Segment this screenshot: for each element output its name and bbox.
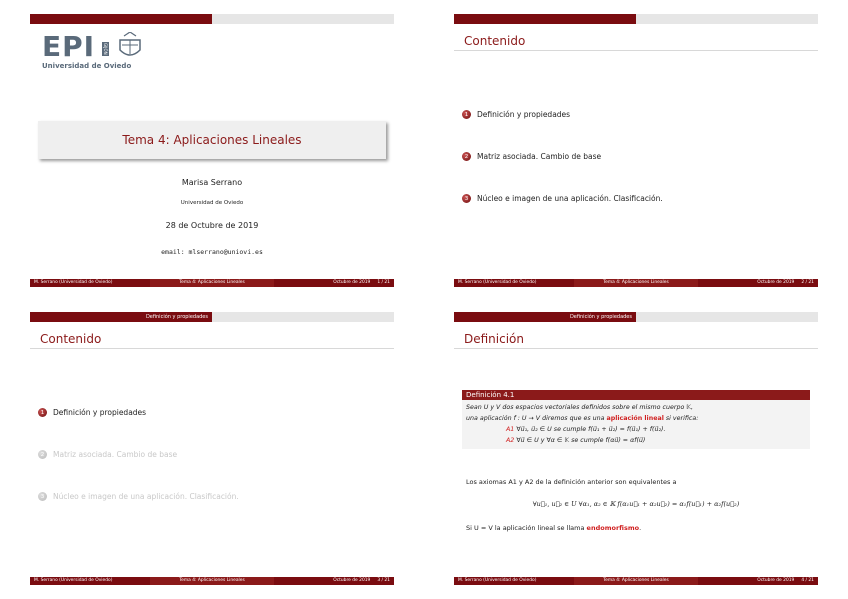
toc-item-1[interactable]: [38, 408, 146, 417]
toc-number-ball: 2: [462, 152, 471, 161]
definition-header: Definición 4.1: [462, 390, 810, 400]
footer-date: Octubre de 2019: [333, 578, 371, 583]
email: email: mlserrano@uniovi.es: [161, 248, 263, 256]
frame-title: Contenido: [464, 34, 526, 48]
axiom-a1: [466, 424, 806, 435]
footer-date-page: [698, 279, 818, 287]
footer-date: Octubre de 2019: [757, 280, 795, 285]
def-line-2a: una aplicación f : U → V diremos que es una: [466, 415, 607, 422]
page-number: 3 / 21: [377, 578, 390, 583]
slide-3: [30, 312, 394, 585]
toc-item-label: Definición y propiedades: [477, 110, 571, 119]
title-divider: [30, 348, 394, 349]
toc-number-ball: 2: [38, 450, 47, 459]
page-number: 1 / 21: [377, 280, 390, 285]
title-divider: [454, 348, 818, 349]
slide-1: [30, 14, 394, 287]
section-tab[interactable]: Definición y propiedades: [30, 312, 212, 322]
footer-topic: Tema 4: Aplicaciones Lineales: [150, 577, 274, 585]
top-bar: [454, 14, 818, 24]
toc-item-label: Núcleo e imagen de una aplicación. Clasificación.: [53, 492, 239, 501]
axiom-a2-label: A2: [506, 437, 515, 444]
toc-item-label: Matriz asociada. Cambio de base: [53, 450, 178, 459]
term-endomorfismo: endomorfismo: [586, 524, 640, 532]
footer-date-page: [698, 577, 818, 585]
axiom-a2-text: ∀u⃗ ∈ U y ∀α ∈ 𝕂 se cumple f(αu⃗) = αf(u⃗): [516, 437, 646, 444]
footer-topic: Tema 4: Aplicaciones Lineales: [150, 279, 274, 287]
def-line-2b: si verifica:: [663, 415, 699, 422]
footer: [454, 279, 818, 287]
linearity-formula: ∀u⃗₁, u⃗₂ ∈ U ∀α₁, α₂ ∈ 𝕂 f(α₁u⃗₁ + α₂u⃗₂) = α₁f(u⃗₁) + α₂f(u⃗₂): [532, 500, 740, 508]
logo-caption: Universidad de Oviedo: [42, 62, 132, 70]
footer-date-page: [274, 279, 394, 287]
footer-author: M. Serrano (Universidad de Oviedo): [454, 577, 574, 585]
para2-text: Si U = V la aplicación lineal se llama: [466, 524, 587, 532]
frame-title: Definición: [464, 332, 524, 346]
footer: [30, 279, 394, 287]
top-bar: [454, 312, 818, 322]
logo-gijon: GIJÓN: [103, 43, 108, 55]
toc-item-label: Matriz asociada. Cambio de base: [477, 152, 602, 161]
paragraph-endomorfismo: [466, 524, 641, 532]
definition-body: [462, 400, 810, 449]
para2-end: .: [639, 524, 642, 532]
author-name: Marisa Serrano: [181, 178, 243, 187]
toc-number-ball: 1: [462, 110, 471, 119]
axiom-a2: [466, 435, 806, 446]
axiom-a1-label: A1: [506, 426, 515, 433]
slide-4: [454, 312, 818, 585]
term-aplicacion-lineal: aplicación lineal: [606, 415, 664, 422]
presentation-date: 28 de Octubre de 2019: [165, 221, 259, 230]
presentation-title: Tema 4: Aplicaciones Lineales: [38, 121, 386, 159]
footer: [454, 577, 818, 585]
section-tab[interactable]: Definición y propiedades: [454, 312, 636, 322]
axiom-a1-text: ∀u⃗₁, u⃗₂ ∈ U se cumple f(u⃗₁ + u⃗₂) = f(u⃗₁) + f(u⃗₂).: [516, 426, 666, 433]
toc-item-label: Núcleo e imagen de una aplicación. Clasificación.: [477, 194, 663, 203]
top-bar: [30, 312, 394, 322]
definition-block: [462, 390, 810, 449]
toc-item-2[interactable]: [462, 152, 601, 161]
footer-topic: Tema 4: Aplicaciones Lineales: [574, 279, 698, 287]
toc-item-label: Definición y propiedades: [53, 408, 147, 417]
footer-date: Octubre de 2019: [757, 578, 795, 583]
def-line-1: Sean U y V dos espacios vectoriales definidos sobre el mismo cuerpo 𝕂,: [466, 404, 694, 411]
paragraph-equivalence: Los axiomas A1 y A2 de la definición anterior son equivalentes a: [466, 478, 677, 486]
toc-item-3[interactable]: [38, 492, 239, 501]
page-number: 2 / 21: [801, 280, 814, 285]
footer-author: M. Serrano (Universidad de Oviedo): [454, 279, 574, 287]
institute: Universidad de Oviedo: [180, 200, 244, 206]
toc-number-ball: 3: [462, 194, 471, 203]
toc-item-1[interactable]: [462, 110, 570, 119]
toc-number-ball: 3: [38, 492, 47, 501]
footer-date-page: [274, 577, 394, 585]
frame-title: Contenido: [40, 332, 102, 346]
toc-number-ball: 1: [38, 408, 47, 417]
page-number: 4 / 21: [801, 578, 814, 583]
top-bar: [30, 14, 394, 24]
title-divider: [454, 50, 818, 51]
toc-item-3[interactable]: [462, 194, 663, 203]
slide-2: [454, 14, 818, 287]
footer: [30, 577, 394, 585]
logo-epi: EPI: [42, 30, 96, 63]
footer-author: M. Serrano (Universidad de Oviedo): [30, 577, 150, 585]
footer-topic: Tema 4: Aplicaciones Lineales: [574, 577, 698, 585]
footer-author: M. Serrano (Universidad de Oviedo): [30, 279, 150, 287]
crest-icon: [118, 32, 142, 60]
toc-item-2[interactable]: [38, 450, 177, 459]
footer-date: Octubre de 2019: [333, 280, 371, 285]
